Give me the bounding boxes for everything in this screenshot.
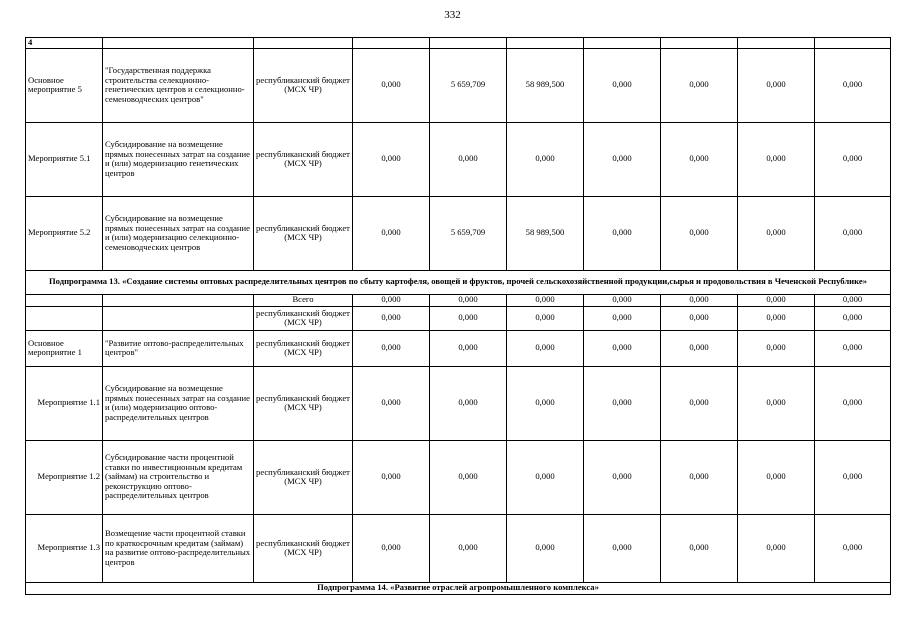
amount-cell: 0,000 [815,514,891,582]
amount-cell: 0,000 [353,196,430,270]
amount-cell: 0,000 [661,48,738,122]
header-empty-cell [430,38,507,49]
amount-cell: 58 989,500 [507,48,584,122]
subprogram-row [26,582,891,594]
amount-cell: 5 659,709 [430,48,507,122]
table-row [26,122,891,196]
activity-code: Основное мероприятие 1 [26,330,103,366]
amount-cell: 0,000 [738,514,815,582]
subprogram-14-title: Подпрограмма 14. «Развитие отраслей агропромышленного комплекса» [26,582,891,594]
table-body [26,38,891,595]
amount-cell: 0,000 [584,294,661,306]
funding-source: республиканский бюджет (МСХ ЧР) [254,196,353,270]
amount-cell: 0,000 [353,514,430,582]
amount-cell: 0,000 [507,366,584,440]
amount-cell: 0,000 [353,366,430,440]
amount-cell: 0,000 [738,306,815,330]
header-empty-cell [661,38,738,49]
amount-cell: 0,000 [507,122,584,196]
funding-source: Всего [254,294,353,306]
header-empty-cell [254,38,353,49]
amount-cell: 0,000 [738,366,815,440]
table-row [26,514,891,582]
amount-cell: 0,000 [430,294,507,306]
amount-cell: 0,000 [584,440,661,514]
amount-cell: 0,000 [661,330,738,366]
funding-source: республиканский бюджет (МСХ ЧР) [254,122,353,196]
amount-cell: 0,000 [661,440,738,514]
amount-cell: 0,000 [815,122,891,196]
amount-cell: 0,000 [661,294,738,306]
funding-source: республиканский бюджет (МСХ ЧР) [254,514,353,582]
amount-cell: 0,000 [353,440,430,514]
funding-source: республиканский бюджет (МСХ ЧР) [254,48,353,122]
amount-cell: 0,000 [353,122,430,196]
table-row [26,306,891,330]
amount-cell: 0,000 [353,306,430,330]
activity-name: Субсидирование на возмещение прямых понесенных затрат на создание и (или) модернизацию оптово-распределительных центров [103,366,254,440]
amount-cell: 0,000 [738,440,815,514]
header-empty-cell [507,38,584,49]
amount-cell: 0,000 [430,306,507,330]
table-row [26,294,891,306]
amount-cell: 0,000 [815,366,891,440]
table-row [26,366,891,440]
activity-name: "Государственная поддержка строительства селекционно-генетических центров и селекционно-семеноводческих центров" [103,48,254,122]
amount-cell: 0,000 [353,330,430,366]
activity-code: Мероприятие 1.2 [26,440,103,514]
amount-cell: 0,000 [815,440,891,514]
amount-cell: 0,000 [661,196,738,270]
table-row [26,48,891,122]
amount-cell: 0,000 [584,514,661,582]
amount-cell: 0,000 [430,514,507,582]
header-empty-cell [103,38,254,49]
table-row [26,440,891,514]
amount-cell: 0,000 [661,366,738,440]
amount-cell: 0,000 [738,330,815,366]
activity-code: Основное мероприятие 5 [26,48,103,122]
amount-cell: 0,000 [430,330,507,366]
activity-name: Субсидирование на возмещение прямых понесенных затрат на создание и (или) модернизацию генетических центров [103,122,254,196]
table-row [26,330,891,366]
amount-cell: 0,000 [430,366,507,440]
amount-cell: 0,000 [815,306,891,330]
amount-cell: 0,000 [738,294,815,306]
empty-name-cell [103,306,254,330]
amount-cell: 0,000 [815,330,891,366]
amount-cell: 0,000 [815,196,891,270]
amount-cell: 0,000 [661,514,738,582]
activity-code: Мероприятие 5.2 [26,196,103,270]
amount-cell: 0,000 [353,294,430,306]
empty-name-cell [103,294,254,306]
amount-cell: 0,000 [430,440,507,514]
amount-cell: 0,000 [584,306,661,330]
header-cell: 4 [26,38,103,49]
amount-cell: 0,000 [584,48,661,122]
page-number: 332 [444,9,461,21]
amount-cell: 0,000 [507,514,584,582]
amount-cell: 0,000 [738,196,815,270]
amount-cell: 0,000 [507,294,584,306]
amount-cell: 0,000 [584,330,661,366]
amount-cell: 0,000 [815,294,891,306]
subprogram-13-title: Подпрограмма 13. «Создание системы оптовых распределительных центров по сбыту картофеля, овощей и фруктов, прочей сельскохозяйственной продукции,сырья и продовольствия в Чеченской Республике» [26,270,891,294]
header-empty-cell [738,38,815,49]
activity-code: Мероприятие 1.3 [26,514,103,582]
activity-name: "Развитие оптово-распределительных центров" [103,330,254,366]
table-row [26,196,891,270]
subprogram-row [26,270,891,294]
empty-code-cell [26,306,103,330]
funding-source: республиканский бюджет (МСХ ЧР) [254,306,353,330]
funding-source: республиканский бюджет (МСХ ЧР) [254,440,353,514]
amount-cell: 0,000 [507,440,584,514]
amount-cell: 0,000 [584,122,661,196]
amount-cell: 0,000 [584,196,661,270]
amount-cell: 0,000 [584,366,661,440]
amount-cell: 0,000 [430,122,507,196]
amount-cell: 0,000 [507,306,584,330]
empty-code-cell [26,294,103,306]
header-row [26,38,891,49]
header-empty-cell [353,38,430,49]
header-empty-cell [815,38,891,49]
amount-cell: 0,000 [507,330,584,366]
funding-source: республиканский бюджет (МСХ ЧР) [254,330,353,366]
activity-name: Субсидирование на возмещение прямых понесенных затрат на создание и (или) модернизацию селекционно-семеноводческих центров [103,196,254,270]
header-empty-cell [584,38,661,49]
amount-cell: 0,000 [661,122,738,196]
activity-name: Возмещение части процентной ставки по краткосрочным кредитам (займам) на развитие оптово-распределительных центров [103,514,254,582]
activity-name: Субсидирование части процентной ставки по инвестиционным кредитам (займам) на строительство и реконструкцию оптово-распределительных центров [103,440,254,514]
activity-code: Мероприятие 5.1 [26,122,103,196]
amount-cell: 0,000 [815,48,891,122]
amount-cell: 0,000 [661,306,738,330]
amount-cell: 0,000 [353,48,430,122]
amount-cell: 0,000 [738,48,815,122]
activity-code: Мероприятие 1.1 [26,366,103,440]
amount-cell: 0,000 [738,122,815,196]
amount-cell: 5 659,709 [430,196,507,270]
budget-table [25,37,891,595]
amount-cell: 58 989,500 [507,196,584,270]
funding-source: республиканский бюджет (МСХ ЧР) [254,366,353,440]
